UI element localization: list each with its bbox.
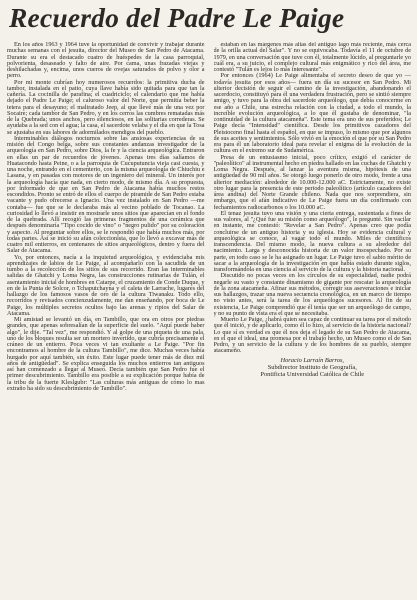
paragraph: Discutido no pocas veces en los círculos de su especialidad, nadie podrá negarle su vasto y constante dinamismo de gigante por rescatar la arqueología de la zona atacameña. Afinar sus métodos, corregir sus aseveraciones e iniciar sus hallazgos, trazar una nueva secuencia cronológica, en un marco de tiempo no visto antes, será la tarea de los arqueólogos sucesores. Al fin de su existencia, Le Paige comprendió que él tenía que ser un arqueólogo de campo, y no su punto de vista era el que se necesitaba. [213, 272, 411, 317]
paragraph: Mi amistad se levantó un día, en Tambillo, que ora en otros por piedras grandes, que apenas sobresalían de la superficie del suelo. "Aquí puede haber algo", le dije. "Tal vez", me respondió. Y al golpe de una piqueta de una pala, uno de los bloques resulta ser un mortero invertido, que cubría precisamente el cráneo de un entierro. Poca veces vi tan exultante a Le Paige. "Por fin encontramos al hombre de la cultura Tambillo", me dice. Muchas veces había hurgado por aquí también, sin éxito. Este lugar puede tener más de diez mil años de antigüedad". Se explica enseguida los muchos entierros tan antiguos así han comenzado a llegar al Museo. Decía también que San Pedro fue el primer descubrimiento. Tambillo era posible a su explicación porque había de la tribu de la fuerte Kleslgubr: "Las culturas más antiguas de cómo lo mas extraño ha sido su descubrimiento de Tambillo". [7, 316, 205, 392]
paragraph: Por mi monte cubrían hoy numerosos recuerdos: la primitiva ducha de tambor, instalada en el patio, cuya llave había sido quitada para que tan la cañería. La cocinilla de parafina; el cuadriciclo; el calendario que me había dejado el Padre Le Paige; el caluroso valor del Norte, que permitía beber la tetera para el desayuno; el maltratado Jeep, al que llevé más de una vez por Socaire; cada tambor de San Pedro, y en los cerros las cumbres rematadas más de la Quebrada; unos anchos, pero silenciosos, en las solitarias correderas. Se ayudaba a la sed con el agua; la casa, el sacerdote velaba y el día en que la Tosa se ajustaba en sus labores de adormilados mendigos del pueblo. [7, 78, 205, 136]
paragraph: Interminables diálogos nocturnos sobre las ansiosas experiencias de su misión del Congo belga, sobre sus constantes andanzas investigador de la arqueología en San Pedro, sobre Dios, la fe y la ciencia arqueológica. Entraron en ellas un par de recuerdos de jóvenes. Apenas tres días salíamos de Huatacondo hasta Peine, o a la parroquia de Cucuputuncia vieja casi cuesta, y una noche, entrando en el cementerio, con la misma arqueología de Chiuchiu e Lasana, y en pasadas con motores de un ingeniero del mineral. Un interés por la arqueología hacía que nada, en cierto modo, de mismo día. A su propuesta, por informado de que en San Pedro de Atacama había muchos restos escondidos. Pronto se entró de ellos el cuerpo de piramide de San Pedro estaba vacante y pudo ofrecerse a Ignacio. Una vez instalado en San Pedro —me contaba— fue que se le declaraba más al vecino poblado de Tocanao. La curiosidad lo llevó a insistir en mostrarle unos sitios que aparecían en el fondo de la quebrada. Allí recogió las primeras fragmentos de una cerámica que después denominaría "Tipo cocido de vino" o "negro pulido" por su coloración y aspecto. Al preguntar sobre ellos, se le respondió que había muchos más, por todas partes. Así se inició su afán coleccionista, que lo llevó a excavar más de cuatro mil entierros, en centenares de sitios arqueológicos, dentro y fuera del Salar de Atacama. [7, 134, 205, 255]
paragraph: Yo, por entonces, nacía a la inquietud arqueológica, y evidenciaba mis aprendizajes de labios de Le Paige, al acompañarlo con la sacudida de un tumbo a la recolección de los sitios de sus recorrido. Eran las interminables salidas de Ghatchi y Loma Negra, las construcciones rutinarias de Tulán, el asentamiento inicial de hombres en Catarpe, el cruzamiento de Conde Duque, y en de la Punta de Solcor, o Tchaputchayna y el caleta de Larrache, lugares del hallazgo de los famosos vasos de oro de la cultura Tiwanaku. Todo ello, recorridos y revisados concienzudamente, me dan enseñando, por boca de Le Paige, los múltiples secretos ocultos bajo las arenas y ripios del Salar de Atacama. [7, 253, 205, 317]
article-column-right [214, 42, 412, 596]
paragraph: El tenaz jesuita tuvo una visión y una cierta entrega, sustentada a fines de sus valores, al "¿Qué fue su misión como arqueólogo", le pregunté. Sin vacilar en instante, me contestó: "Revelar a San Pedro". Apenas creo que podía concluirse de un antiguo historia y su iglesia. Hoy se evidencia cultural y arqueológica se conoce, al vagar todo el mundo. Miles de científicos transcendencia. Del mismo modo, la nueva cultura a su alrededor del nacimiento. Larga y desconocida historia de un valor insospechado. Por su parte, en todo caso se le ha asignado un lugar. Le Paige tuvo el sabio mérito de sacar a la arqueología de la investigación en que había estado durante siglos, transformándola en una ciencia al servicio de la cultura y la historia nacional. [213, 209, 411, 273]
paragraph: Por entonces (1964) Le Paige alimentaba el secreto deseo de que yo —todavía jesuita por esos años— fuera un día su sucesor en San Pedro. Mi ulterior decisión de seguir el camino de la investigación, abandonando el sacerdocio, constituyó para él una verdadera frustración, pero se sintió siempre amigo, y tuvo para la obra del sacerdote arqueólogo, que debía conocerme en ese año a Chile, una estrecha relación con la ciudad, a todo el mundo, la increíble evolución arqueológica, a lo que él gustaba de denominar, "la continuidad de la cultura atacameña". Este tema era uno de sus preferidos; Le Paige decía "Intensidad" científica. Desde los primitivos cazadores del Pleistoceno final hasta el español, en que se impuso, lo mismo que por algunos de sus aceites y sentimientos. Sólo vivió en la emoción el que por su San Pedro era para él un laboratorio ideal para revelar el enigma de la evolución de la cultura en el extremo sur de Sudamérica. [213, 72, 411, 155]
article-column-left [7, 42, 205, 596]
paragraph: En los años 1963 y 1964 tuve la oportunidad de convivir y trabajar durante muchas semanas con el jesuita, director del Museo de San Pedro de Atacama. Durante su era el destacado cuatro de huéspedes de la casa parroquial, polvorienta, desaseado y falto de aire. Por cama, unas frazadas viejas y deshilachadas y, encima, unos cueros de ovejas saturados de polvo y olor a perro. [7, 42, 205, 80]
author-name: Horacio Larraín Barros, [280, 356, 344, 364]
author-role: Subdirector Instituto de Geografía, [267, 363, 357, 371]
paragraph: estaban en las márgenes más altas del antiguo lago más reciente, más cerca de la orilla actual del Salar". Y no se equivocaba. Todavía el 11 de octubre de 1979, en una conversación que tuve con él, totalmente lúcido, al preguntarle yo cuál era, a su juicio, el complejo cultural más enigmático y rico del área, me contestó "Tulán es lejos lo más interesante". [213, 42, 411, 73]
article-title: Recuerdo del Padre Le Paige [9, 2, 345, 33]
author-signature [214, 357, 412, 379]
column-right-paragraphs [214, 42, 412, 355]
article-body [7, 42, 411, 596]
author-institution: Pontificia Universidad Católica de Chile [260, 370, 365, 378]
paragraph: Presa de un entusiasmo inicial, poco crítico, exigió el carácter de "paleolítico" al instrumental hecho en piedra hallado en las cuchas de Ghatchi y Loma Negra. Después, al lanzar la aventura misma, hipótesis de una antigüedad de 90 mil años. Se otorgó luego ponerlo de otro modo, frente a una ulterior mediación: alrededor de 10.000-12.000 aC. Estrictamente, no existe otro lugar para la presencia de este periodo paleolítico (artículo cazadores del área andina) del Norte Grande chileno. Nada que nos sorprendiera, sin embargo, que el afán indicativo de Le Paige fuera un día confirmado con fechamientos radiocarbonos o los 10.000 aC. [213, 153, 411, 211]
paragraph: Muerto Le Paige, ¿habrá quien sea capaz de continuar su tarea por el método que él inició, y de aplicarlo, como él lo hizo, al servicio de la historia nacional? Lo que sí es verdad es que él nos deja el legado de su San Pedro de Atacama, en el que el ideal, una promesa por el trabajo hecho, un Museo como el de San Pedro, y un servicio de la cultura y de los hombres de su pueblo, siempre atacameño. [213, 316, 411, 355]
